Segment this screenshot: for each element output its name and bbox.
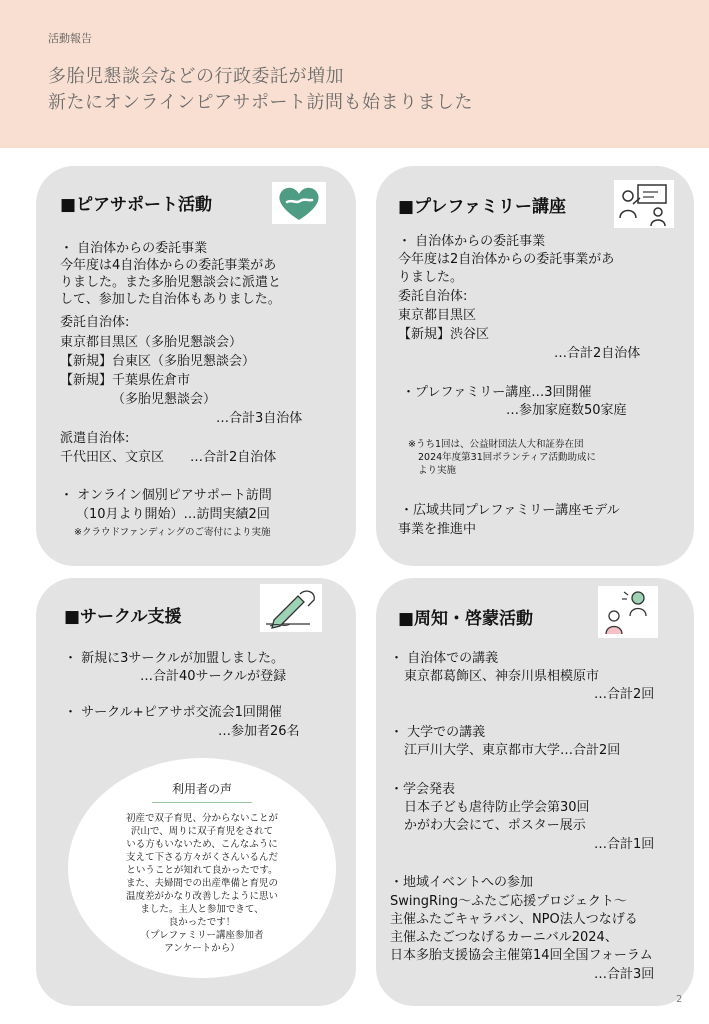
- peer-line-4: して、参加した自治体もありました。: [60, 292, 281, 307]
- presentation-icon: [614, 180, 674, 228]
- pre-line-9: …参加家庭数50家庭: [506, 403, 627, 418]
- pre-line-8: ・プレファミリー講座…3回開催: [402, 385, 592, 400]
- user-voice-text: [68, 812, 336, 955]
- pre-note-3: より実施: [418, 465, 457, 476]
- pre-line-3: りました。: [398, 270, 464, 285]
- pub-line-3: …合計2回: [594, 687, 655, 702]
- page-title: [48, 64, 473, 116]
- pub-line-5: 江戸川大学、東京都市大学…合計2回: [404, 743, 621, 758]
- pub-line-1: ・ 自治体での講義: [390, 651, 499, 666]
- user-voice-line-4: 支えて下さる方々がくさんいるんだ: [125, 852, 278, 863]
- circle-line-4: …参加者26名: [218, 724, 300, 739]
- pre-line-6: 【新規】渋谷区: [398, 327, 490, 342]
- user-voice-line-7: 温度差がかなり改善したように思い: [125, 891, 278, 902]
- user-voice-divider: [152, 802, 252, 803]
- peer-line-6: 東京都目黒区（多胎児懇談会）: [60, 335, 243, 350]
- speaking-people-icon: [598, 586, 658, 638]
- pub-line-9: …合計1回: [594, 837, 655, 852]
- circle-line-1: ・ 新規に3サークルが加盟しました。: [64, 651, 285, 666]
- publicity-title: ■周知・啓蒙活動: [398, 609, 534, 629]
- page-title-line-2: 新たにオンラインピアサポート訪問も始まりました: [48, 92, 473, 113]
- pub-line-8: かがわ大会にて、ポスター展示: [404, 818, 586, 833]
- user-voice-line-6: また、夫婦間での出産準備と育児の: [125, 878, 278, 889]
- pre-line-2: 今年度は2自治体からの委託事業があ: [398, 252, 615, 267]
- page-number: 2: [676, 994, 683, 1005]
- pub-line-7: 日本子ども虐待防止学会第30回: [404, 800, 590, 815]
- user-voice-line-11: アンケートから）: [164, 943, 240, 954]
- peer-line-9: （多胎児懇談会）: [112, 392, 217, 407]
- pub-line-15: …合計3回: [594, 967, 655, 982]
- peer-line-11: 派遣自治体:: [60, 431, 130, 446]
- pre-line-5: 東京都目黒区: [398, 308, 477, 323]
- peer-support-title: ■ピアサポート活動: [60, 195, 213, 215]
- peer-line-5: 委託自治体:: [60, 315, 130, 330]
- peer-line-10: …合計3自治体: [216, 411, 303, 426]
- peer-line-8: 【新規】千葉県佐倉市: [60, 373, 191, 388]
- pen-writing-icon: [260, 584, 322, 632]
- peer-line-12: 千代田区、文京区 …合計2自治体: [60, 450, 277, 465]
- peer-line-13: ・ オンライン個別ピアサポート訪問: [60, 488, 272, 503]
- pre-line-11: 事業を推進中: [398, 522, 477, 537]
- pub-line-2: 東京都葛飾区、神奈川県相模原市: [404, 669, 600, 684]
- user-voice-line-8: ました。主人と参加できて、: [140, 904, 264, 915]
- user-voice-line-10: （プレファミリー講座参加者: [140, 930, 264, 941]
- peer-note: ※クラウドファンディングのご寄付により実施: [74, 527, 271, 538]
- section-label: 活動報告: [48, 32, 92, 45]
- peer-line-14: （10月より開始）…訪問実績2回: [76, 507, 270, 522]
- pub-line-12: 主催ふたごキャラバン、NPO法人つなげる: [390, 912, 638, 927]
- user-voice-line-9: 良かったです！: [168, 917, 236, 928]
- pre-line-10: ・広域共同プレファミリー講座モデル: [400, 503, 620, 518]
- user-voice-line-3: いる方もいないため、こんなふうに: [126, 839, 278, 850]
- pre-line-1: ・ 自治体からの委託事業: [398, 234, 546, 249]
- pre-note-1: ※うち1回は、公益財団法人大和証券在団: [408, 439, 584, 450]
- pub-line-10: ・地域イベントへの参加: [390, 875, 534, 890]
- user-voice-title: 利用者の声: [171, 782, 232, 796]
- circle-line-3: ・ サークル+ピアサポ交流会1回開催: [64, 705, 282, 720]
- heart-handshake-icon: [272, 182, 326, 224]
- user-voice-line-5: ということが知れて良かったです。: [126, 865, 278, 876]
- pub-line-6: ・学会発表: [390, 782, 456, 797]
- peer-line-1: ・ 自治体からの委託事業: [60, 241, 208, 256]
- pub-line-13: 主催ふたごつなげるカーニバル2024、: [390, 930, 618, 945]
- pre-line-7: …合計2自治体: [554, 346, 641, 361]
- pub-line-4: ・ 大学での講義: [390, 725, 486, 740]
- report-header: [0, 0, 709, 148]
- pre-family-title: ■プレファミリー講座: [398, 197, 567, 217]
- peer-line-2: 今年度は4自治体からの委託事業があ: [60, 258, 277, 273]
- circle-support-title: ■サークル支援: [64, 607, 182, 627]
- pre-note-2: 2024年度第31回ボランティア活動助成に: [418, 452, 597, 463]
- circle-line-2: …合計40サークルが登録: [140, 669, 287, 684]
- pub-line-11: SwingRing～ふたご応援プロジェクト～: [390, 894, 627, 909]
- peer-line-3: りました。また多胎児懇談会に派遣と: [60, 275, 282, 290]
- user-voice-bubble: [68, 758, 336, 978]
- pre-line-4: 委託自治体:: [398, 289, 468, 304]
- page-title-line-1: 多胎児懇談会などの行政委託が増加: [48, 66, 344, 87]
- user-voice-line-1: 初産で双子育児、分からないことが: [125, 813, 278, 824]
- peer-line-7: 【新規】台東区（多胎児懇談会）: [60, 354, 256, 369]
- pub-line-14: 日本多胎支援協会主催第14回全国フォーラム: [390, 948, 653, 963]
- user-voice-line-2: 沢山で、周りに双子育児をされて: [130, 826, 274, 837]
